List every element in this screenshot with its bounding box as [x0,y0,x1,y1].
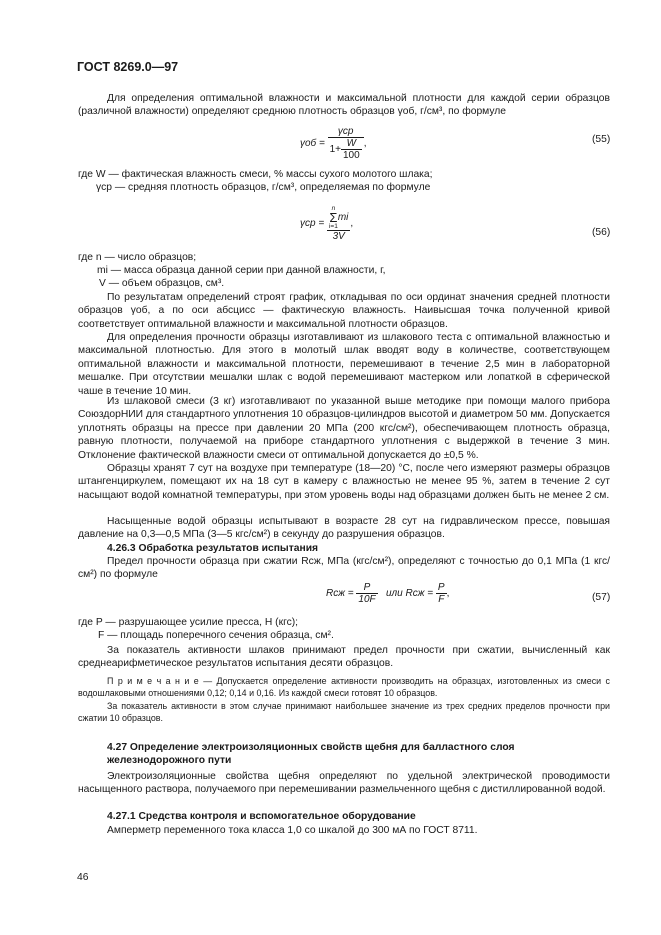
eq56-sum-bottom: i=1 [328,223,338,230]
eq57-fraction-2 [436,582,447,605]
equation-56-number: (56) [592,227,611,238]
paragraph-ammeter: Амперметр переменного тока класса 1,0 со шкалой до 300 мА по ГОСТ 8711. [107,825,478,836]
eq55-fraction [328,126,364,161]
eq57-num-1: P [356,582,377,594]
eq56-sum-symbol: Σ [329,210,338,225]
eq56-numerator [327,205,350,231]
eq55-den-prefix: 1+ [329,144,341,156]
paragraph-graph: По результатам определений строят график, откладывая по оси ординат значения средней плотности образцов γоб, а по оси абсцисс — фактическую влажность. Наивысшая точка полученной кривой соответствует оптимальной влажности и максимальной плотности образцов. [78,292,610,330]
paragraph-electroinsulation: Электроизоляционные свойства щебня определяют по удельной электрической проводимости насыщенного раствора, получаемого при перемешивании размельченного щебня с дистиллированной водой. [78,771,610,796]
eq56-lhs: γср = [300,218,325,230]
paragraph-strength-prep: Для определения прочности образцы изготавливают из шлакового теста с оптимальной влажностью и максимальной плотностью. Для этого в молотый шлак вводят воду в количестве, соответствующем оптимальной влажности и максимальной плотности, перемешивают в течение 2,5 мин в лабораторной мешалке. При отсутствии мешалки шлак с водой перемешивают мастерком или лопаткой в сферической чаше в течение 10 мин. [78,332,610,397]
eq57-lhs: Rсж = [326,588,354,600]
eq56-num-var: mi [337,212,349,224]
f-definition: F — площадь поперечного сечения образца, см². [98,630,334,641]
paragraph-intro: Для определения оптимальной влажности и максимальной плотности для каждой серии образцов (различной влажности) определяют среднюю плотность образцов γоб, г/см³, по формуле [78,93,610,118]
eq57-den-2: F [438,594,445,605]
section-4-27-heading-cont: железнодорожного пути [107,755,232,766]
paragraph-testing: Насыщенные водой образцы испытывают в возрасте 28 сут на гидравлическом прессе, повышая давление на 0,3—0,5 МПа (3—5 кгс/см²) в секунду до разрушения образцов. [78,516,610,541]
paragraph-activity: За показатель активности шлаков принимают предел прочности при сжатии, вычисленный как среднеарифметическое результатов испытания десяти образцов. [78,645,610,670]
eq57-alt-lhs: или Rсж = [385,588,434,600]
eq55-inner-den: 100 [343,150,360,161]
document-header: ГОСТ 8269.0—97 [77,60,179,74]
eq56-denominator: 3V [332,231,345,242]
page-number: 46 [77,872,89,883]
eq55-inner-num: W [341,138,362,150]
equation-55-number: (55) [592,134,611,145]
section-4-26-3-heading: 4.26.3 Обработка результатов испытания [107,543,319,554]
eq57-den-1: 10F [358,594,376,605]
p-definition: где P — разрушающее усилие пресса, Н (кгс); [78,617,299,628]
paragraph-specimens: Из шлаковой смеси (3 кг) изготавливают по указанной выше методике при помощи малого прибора СоюздорНИИ для стандартного уплотнения 10 образцов-цилиндров высотой и диаметром 50 мм. Допускается уплотнять образцы на прессе при давлении 20 МПа (200 кгс/см²), обеспечивающем плотность образца, равную плотности, получаемой на приборе стандартного уплотнения с выдержкой в течение 3 мин. Отклонение фактической влажности смеси от оптимальной допускается до ±0,5 %. [78,396,610,461]
eq56-fraction [327,205,350,242]
equation-57 [326,582,449,605]
eq55-numerator: γср [328,126,364,138]
eq57-num-2: P [437,582,445,593]
eq55-inner-fraction [341,138,362,161]
section-4-27-1-heading: 4.27.1 Средства контроля и вспомогательное оборудование [107,811,416,822]
v-definition: V — объем образцов, см³. [99,278,225,289]
section-4-27-heading: 4.27 Определение электроизоляционных свойств щебня для балластного слоя [107,742,515,753]
eq55-lhs: γоб = [300,138,325,150]
eq56-sum [329,205,338,230]
equation-56 [300,205,353,242]
gamma-definition: γср — средняя плотность образцов, г/см³, определяемая по формуле [96,182,431,193]
n-definition: где n — число образцов; [78,252,197,263]
paragraph-storage: Образцы хранят 7 сут на воздухе при температуре (18—20) °С, после чего измеряют размеры образцов штангенциркулем, помещают их на 18 сут в камеру с влажностью не менее 95 %, затем в течение 2 сут насыщают водой комнатной температуры, при этом уровень воды над образцами должен быть не менее 2 см. [78,463,610,501]
eq57-fraction-1 [356,582,377,605]
note-2: За показатель активности в этом случае принимают наибольшее значение из трех средних пределов прочности при сжатии 10 образцов. [78,701,610,723]
eq55-denominator [328,138,364,161]
m-definition: mi — масса образца данной серии при данной влажности, г, [97,265,386,276]
eq55-tail: , [363,138,367,150]
note-1: П р и м е ч а н и е — Допускается определение активности производить на образцах, изготовленных из смеси с водошлаковыми отношениями 0,12; 0,14 и 0,16. Из каждой смеси готовят 10 образцов. [78,676,610,698]
eq56-sum-top: n [331,205,336,212]
paragraph-compressive-strength: Предел прочности образца при сжатии Rсж, МПа (кгс/см²), определяют с точностью до 0,1 МПа (1 кгс/см²) по формуле [78,556,610,581]
equation-57-number: (57) [592,592,611,603]
eq56-tail: , [350,218,354,230]
equation-55 [300,126,366,161]
w-definition: где W — фактическая влажность смеси, % массы сухого молотого шлака; [78,169,433,180]
eq57-tail: , [446,588,450,600]
